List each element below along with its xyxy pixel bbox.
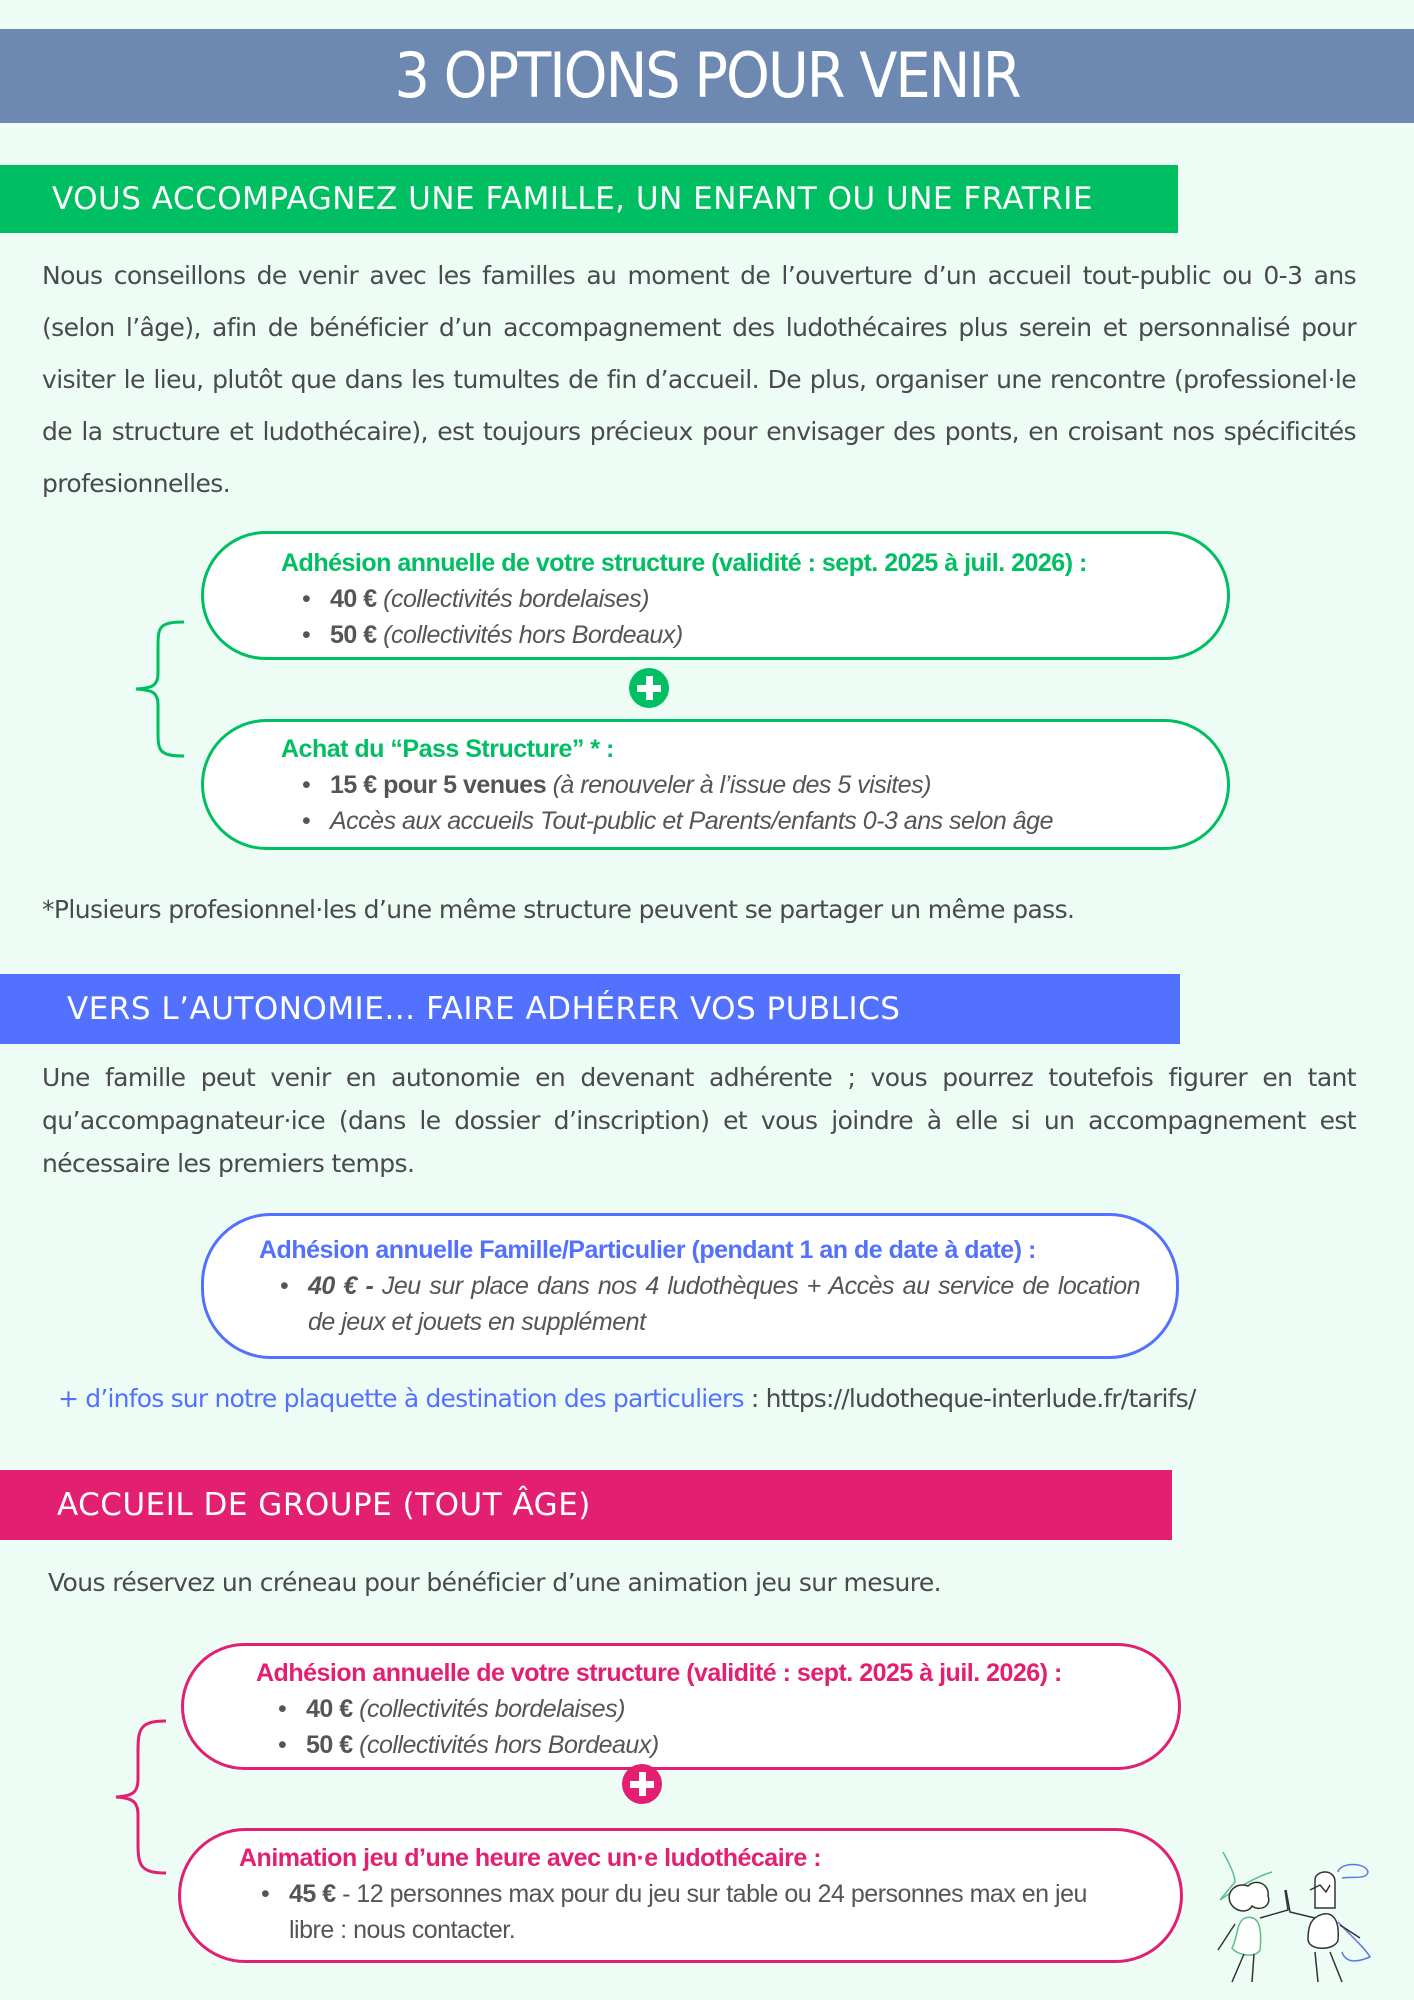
game-animation-box	[178, 1828, 1183, 1963]
list-item	[306, 1691, 1178, 1727]
list-item	[330, 617, 1227, 653]
section-heading-group: ACCUEIL DE GROUPE (TOUT ÂGE)	[0, 1470, 1172, 1540]
price: 40 €	[306, 1695, 353, 1723]
price-detail: - 12 personnes max pour du jeu sur table ou 24 personnes max en jeu libre : nous contacter.	[289, 1880, 1087, 1944]
price-detail: (collectivités hors Bordeaux)	[359, 1731, 659, 1759]
box-title: Adhésion annuelle de votre structure (validité : sept. 2025 à juil. 2026) :	[256, 1659, 1062, 1687]
price: 45 €	[289, 1880, 336, 1908]
page-title: 3 OPTIONS POUR VENIR	[0, 29, 1414, 123]
box-title: Achat du “Pass Structure” * :	[281, 735, 614, 763]
group-structure-membership-box	[181, 1643, 1181, 1770]
plus-circle-icon	[629, 668, 669, 708]
structure-membership-box	[201, 531, 1230, 660]
section3-paragraph: Vous réservez un créneau pour bénéficier d’une animation jeu sur mesure.	[48, 1568, 942, 1597]
pass-footnote: *Plusieurs profesionnel·les d’une même structure peuvent se partager un même pass.	[42, 895, 1075, 924]
section2-paragraph: Une famille peut venir en autonomie en devenant adhérente ; vous pourrez toutefois figurer en tant qu’accompagnateur·ice (dans le dossier d’inscription) et vous joindre à elle si un accompagnement est nécessaire les premiers temps.	[42, 1063, 1356, 1178]
list-item	[330, 803, 1227, 839]
witch-and-knight-illustration	[1190, 1830, 1410, 1990]
list-item	[330, 767, 1227, 803]
section-heading-accompany-family: VOUS ACCOMPAGNEZ UNE FAMILLE, UN ENFANT OU UNE FRATRIE	[0, 165, 1178, 233]
price-detail: Jeu sur place dans nos 4 ludothèques + Accès au service de location de jeux et jouets en supplément	[308, 1272, 1140, 1336]
price: 50 €	[330, 621, 377, 649]
price: 40 €	[330, 585, 377, 613]
pass-structure-box	[201, 719, 1230, 850]
list-item	[330, 581, 1227, 617]
more-info-label: + d’infos sur notre plaquette à destination des particuliers	[58, 1384, 744, 1413]
price-detail: (collectivités bordelaises)	[359, 1695, 625, 1723]
curly-brace-icon	[108, 1717, 168, 1877]
section1-paragraph: Nous conseillons de venir avec les familles au moment de l’ouverture d’un accueil tout-public ou 0-3 ans (selon l’âge), afin de bénéficier d’un accompagnement des ludothécaires plus serein et personnalisé pour visiter le lieu, plutôt que dans les tumultes de fin d’accueil. De plus, organiser une rencontre (professionel·le de la structure et ludothécaire), est toujours précieux pour envisager des ponts, en croisant nos spécificités profesionnelles.	[42, 261, 1356, 498]
price-detail: (collectivités bordelaises)	[383, 585, 649, 613]
box-title: Adhésion annuelle de votre structure (validité : sept. 2025 à juil. 2026) :	[281, 549, 1087, 577]
list-item	[308, 1268, 1140, 1340]
family-membership-box	[201, 1213, 1179, 1359]
price: 40 € -	[308, 1272, 374, 1300]
more-info-line	[58, 1384, 1196, 1413]
info-separator: :	[743, 1384, 766, 1413]
price-detail: (à renouveler à l’issue des 5 visites)	[552, 771, 931, 799]
curly-brace-icon	[128, 618, 188, 760]
tarifs-url-link[interactable]: https://ludotheque-interlude.fr/tarifs/	[765, 1384, 1196, 1413]
price: 50 €	[306, 1731, 353, 1759]
list-item	[306, 1727, 1178, 1763]
list-item	[289, 1876, 1090, 1948]
price: 15 € pour 5 venues	[330, 771, 547, 799]
box-title: Adhésion annuelle Famille/Particulier (pendant 1 an de date à date) :	[259, 1236, 1036, 1264]
box-title: Animation jeu d’une heure avec un·e ludothécaire :	[239, 1844, 822, 1872]
price-detail: Accès aux accueils Tout-public et Parents/enfants 0-3 ans selon âge	[330, 807, 1053, 835]
price-detail: (collectivités hors Bordeaux)	[383, 621, 683, 649]
section-heading-autonomy: VERS L’AUTONOMIE… FAIRE ADHÉRER VOS PUBLICS	[0, 974, 1180, 1044]
plus-circle-icon	[622, 1764, 662, 1804]
